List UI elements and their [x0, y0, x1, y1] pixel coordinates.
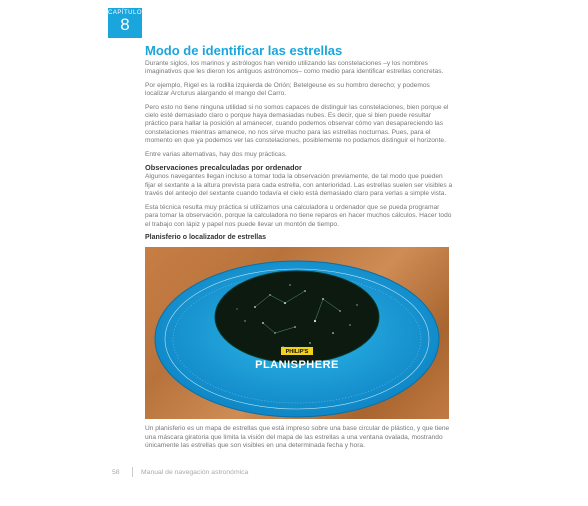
product-text: PLANISPHERE — [255, 359, 339, 372]
chapter-number: 8 — [120, 15, 130, 34]
chapter-badge — [108, 8, 142, 38]
page-content — [145, 44, 453, 456]
book-title: Manual de navegación astronómica — [141, 468, 249, 476]
paragraph: Esta técnica resulta muy práctica si utilizamos una calculadora u ordenador que se pueda programar para tomar la observación, porque la calculadora no tiene reparos en hacer muchos cálculos. Hacer todo el trabajo con lápiz y papel nos puede llevar un montón de tiempo. — [145, 203, 452, 228]
paragraph: Algunos navegantes llegan incluso a tomar toda la observación previamente, de tal modo que pueden fijar el sextante a la altura prevista para cada estrella, con anterioridad. Las estrellas suelen ser visibles a través del anteojo del sextante cuando todavía el cielo está demasiado claro para verlas a simple vista. — [145, 173, 453, 198]
paragraph: Pero esto no tiene ninguna utilidad si no somos capaces de distinguir las constelaciones, bien porque el cielo esté demasiado claro o porque haya demasiadas nubes. Es decir, que si bien puede resultar práctico para hallar la posición al amanecer, cuando podemos observar cómo van desapareciendo las constelaciones mientras amanece, no nos sirve mucho para las estrellas nocturnas. Pues, para el momento en que ya podemos ver las constelaciones, posiblemente no podamos distinguir el horizonte. — [145, 103, 449, 145]
section-heading-planisphere: Planisferio o localizador de estrellas — [145, 233, 266, 241]
brand-text: PHILIP'S — [285, 349, 309, 356]
paragraph: Entre varias alternativas, hay dos muy prácticas. — [145, 150, 287, 158]
planisphere-illustration — [145, 247, 449, 419]
page-number: 58 — [112, 468, 120, 476]
page-title: Modo de identificar las estrellas — [145, 43, 343, 58]
paragraph: Durante siglos, los marinos y astrólogos han venido utilizando las constelaciones –y los nombres imaginativos que les dieron los antiguos astrónomos– como medio para identificar estrellas concretas. — [145, 60, 444, 76]
page-footer — [112, 467, 248, 477]
planisphere-photo — [145, 247, 449, 419]
chapter-label: CAPÍTULO — [108, 10, 143, 16]
paragraph: Por ejemplo, Rigel es la rodilla izquierda de Orión; Betelgeuse es su hombro derecho; y podemos localizar Arcturus alargando el mango del Carro. — [145, 81, 430, 98]
section-heading-computer: Observaciones precalculadas por ordenador — [145, 163, 302, 173]
photo-caption: Un planisferio es un mapa de estrellas que está impreso sobre una base circular de plástico, y que tiene una máscara giratoria que limita la visión del mapa de las estrellas a una ventana ovalada, mostrando únicamente las estrellas que son visibles en una determinada fecha y hora. — [145, 425, 450, 450]
footer-divider — [132, 467, 133, 477]
